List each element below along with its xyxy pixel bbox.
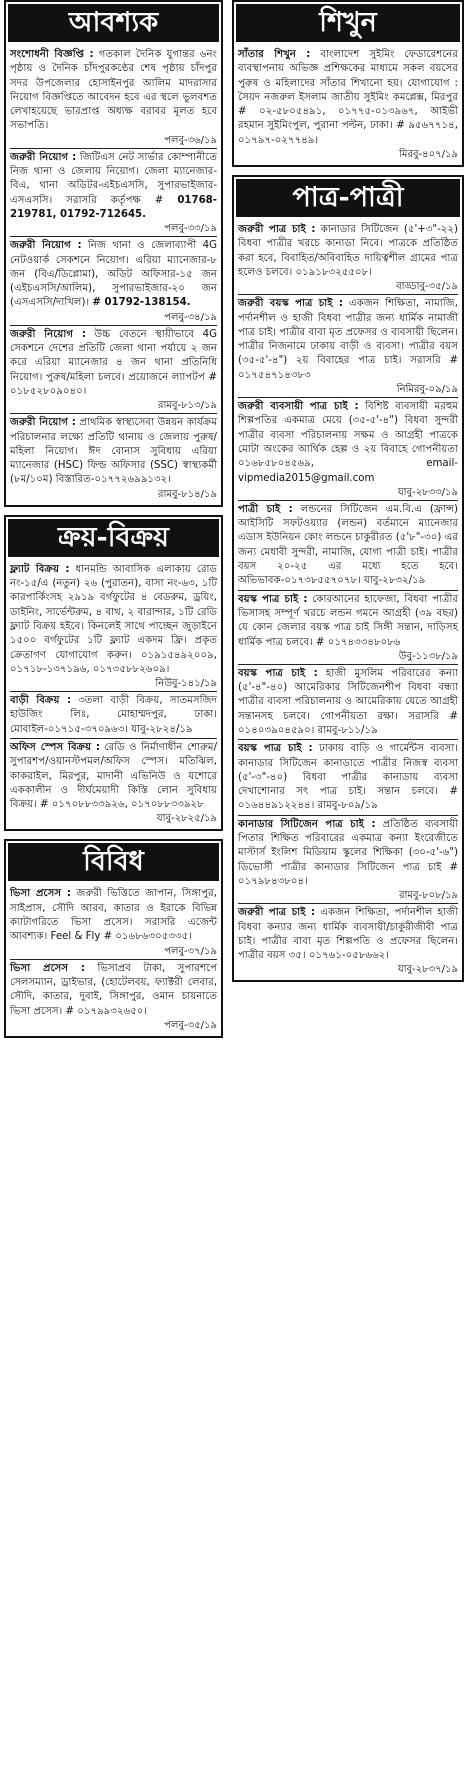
classified-ad bbox=[238, 295, 458, 398]
ad-heading: ভিসা প্রসেস : bbox=[10, 888, 71, 900]
ad-code: যাবু-২৮৩৩/১৯ bbox=[397, 486, 458, 498]
ad-body: গতকাল দৈনিক যুগান্তর ৬নং পৃষ্ঠায় ও দৈনিক চাঁদপুরকণ্ঠের শেষ পৃষ্ঠায় চাঁদপুর সদর উপজেলার হোসাইনপুর আলিম মাদরাসার নিয়োগ বিজ্ঞপ্তিতে আবেদন হবে এর স্থলে ভুলবশত লেখাহয়েছে ভারপ্রাপ্ত অধ্যক্ষ বরাবর মূলত হবে সভাপতি। bbox=[10, 49, 217, 132]
section-kroy-bikroy bbox=[4, 515, 223, 832]
classified-ad bbox=[238, 501, 458, 591]
ad-code: যাবু-২৮৩৭/১৯ bbox=[397, 964, 458, 976]
ad-body: ভিসাপ্রব টাকা, সুপারশপে সেলসম্যান, ড্রাইভার, (হোটেলবয়, ফ্যাক্টরী লেবার, সৌদি, কাতার, দুবাই, সিঙ্গাপুর, ওমান চায়নাতে ভিসা প্রসেস। # ০১৭৯৯৩২৬৫০। bbox=[10, 962, 217, 1017]
ad-heading: জরুরী পাত্র চাই : bbox=[238, 907, 316, 919]
ad-heading: বয়স্ক পাত্র চাই : bbox=[238, 593, 308, 605]
ad-body: নিজ থানা ও জেলাব্যাপী 4G নেটওয়ার্ক সেকশনে নিয়োগ। এরিয়া ম্যানেজার-৮ জন (বিএ/ডিপ্লোমা), অডিট অফিসার-১৫ জন (এইচএসসি/আলিম), সুপারভাইজার-২০ জন (এসএসসি/দাখিল)। bbox=[10, 240, 217, 309]
ad-body: কোরআনের হাফেজা, বিধবা পাত্রীর ভিসাসহ সম্পূর্ণ খরচে লন্ডন গমনে আগ্রহী (৩৯ বছর) যে কোন জেলার বয়স্ক পাত্র চাই সিঙ্গী সন্তান, দাড়িসহ ধার্মিক পাত্র চলবে। # ০১৭৪৩৩৪৮০৮৬ bbox=[238, 593, 458, 648]
classified-ad bbox=[238, 665, 458, 740]
classified-ad bbox=[10, 326, 217, 414]
classified-ad bbox=[10, 414, 217, 501]
ad-body: উচ্চ বেতনে স্থায়ীভাবে 4G সেকশনে দেশের প্রতিটি জেলা থানা পর্যায়ে ২ জন করে এরিয়া ম্যানেজার ৪ জন থানা প্রতিনিধি নিয়োগ। পুরুষ/মহিলা চলবে। প্রয়োজনে ল্যাপটপ # ০১৮৫২৮০৯০৪০। bbox=[10, 328, 217, 397]
right-column bbox=[232, 0, 464, 990]
ad-heading: জরুরী নিয়োগ : bbox=[10, 151, 77, 163]
section-patro-patri bbox=[232, 175, 464, 982]
classified-ad bbox=[10, 561, 217, 692]
classified-ad bbox=[10, 149, 217, 237]
ad-heading: কানাডার সিটিজেন পাত্র চাই : bbox=[238, 818, 376, 830]
section-abosshok bbox=[4, 0, 223, 507]
ad-heading: বয়স্ক পাত্র চাই : bbox=[238, 667, 318, 679]
ad-code: রামবু-৮১৪/১৯ bbox=[158, 488, 217, 500]
ad-code: মিরবু-৪০৭/১৯ bbox=[399, 149, 458, 161]
ad-code: বাড্ডাবু-৩৫/১৯ bbox=[396, 281, 458, 293]
section-title: শিখুন bbox=[236, 4, 460, 42]
ad-code: পলবু-৩৩/১৯ bbox=[164, 223, 217, 235]
ad-heading: পাত্রী চাই : bbox=[238, 503, 293, 515]
ad-body: লন্ডনের সিটিজেন এম.বি.এ (ফ্রান্স) আইসিটি সফটওয়্যার (লন্ডন) বর্তমানে ম্যানেজার এডাস ইউনিয়ন কোং লন্ডনে চাকুরীরত (৫'৮"-৩০) এর জন্য মেধাবী সুন্দরী, নামাজি, যোগ্য পাত্রী চাই। পাত্রীর বয়স ২০-২৫ এর মধ্যে হতে হবে। অভিভাবক-০১৭৩৮৫৫৭০৭৮। যাবু-২৮৩২/১৯ bbox=[238, 503, 458, 587]
classified-ad bbox=[238, 740, 458, 815]
left-column bbox=[4, 0, 223, 1046]
ad-code: রামবু-৮০৮/১৯ bbox=[399, 890, 458, 902]
section-title: আবশ্যক bbox=[8, 4, 219, 42]
ad-heading: অফিস স্পেস বিক্রয় : bbox=[10, 741, 100, 753]
ad-phone: 01768-219781, 01792-712645. bbox=[10, 194, 217, 220]
ad-body: বিশিষ্ট ব্যবসায়ী মরহুম শিল্পপতির একমাত্র মেয়ে (৩৫-৫'-৪") বিধবা সুন্দরী পাত্রীর ব্যবসা পরিচালনায় সক্ষম ও আগ্রহী পাত্রকে মোটা অংকের আর্থিক হেল্প ও ২য় বিবাহে গোপনীয়তা ০১৬৮৫৮০৪৫৬৯, email- vipmedia2015@gmail.com bbox=[238, 401, 458, 484]
ad-heading: জরুরী নিয়োগ : bbox=[10, 240, 82, 252]
ad-phone: # 01792-138154. bbox=[92, 297, 191, 309]
ad-code: রামবু-৮১৩/১৯ bbox=[158, 400, 217, 412]
section-title: ক্রয়-বিক্রয় bbox=[8, 519, 219, 557]
classified-ad bbox=[10, 960, 217, 1033]
ad-body: বাংলাদেশ সুইমিং ফেডারেশনের ব্যবস্থাপনায় অভিজ্ঞ প্রশিক্ষকের মাধ্যমে সকল বয়সের পুরুষ ও মহিলাদের সাঁতার শিখানো হয়। যোগাযোগ : সৈয়দ নজরুল ইসলাম জাতীয় সুইমিং কমপ্লেক্স, মিরপুর # ০২-৫৮০৫৪৯১, ০১৭৭৫-০১৩৯৬৭, আইভী রহমান সুইমিংপুল, পুরানা পল্টন, ঢাকা। # ৯৫৬৭৭১৪, ০১৭৯৭-০২৭৭৪৯। bbox=[238, 49, 458, 146]
classified-ad bbox=[238, 221, 458, 295]
ad-body: ঢাকায় বাড়ি ও গার্মেন্টস ব্যবসা। কানাডার সিটিজেন কানাডাতে পাত্রীর নিজস্ব ব্যবসা (৫'-৩"-৪০) বিধবা পাত্রীর কানাডায় ব্যবসা দেখাশোনার সৎ পাত্র চাই। সন্তান চলবে। # ০১৬৪৪৯১২২৪৪। রামবু-৮০৯/১৯ bbox=[238, 743, 458, 812]
ad-heading: জরুরী পাত্র চাই : bbox=[238, 224, 316, 236]
ad-heading: বয়স্ক পাত্র চাই : bbox=[238, 743, 313, 755]
ad-code: পলবু-৩৬/১৯ bbox=[164, 134, 217, 146]
section-shikhun bbox=[232, 0, 464, 167]
classified-ad bbox=[10, 692, 217, 739]
ad-heading: সাঁতার শিখুন : bbox=[238, 49, 311, 60]
section-title: পাত্র-পাত্রী bbox=[236, 179, 460, 217]
ad-body: প্রাথমিক স্বাস্থ্যসেবা উন্নয়ন কার্যক্রম পরিচালনার লক্ষ্যে প্রতিটি থানায় ও জেলায় পুরুষ/মহিলা নিয়োগ। ঈদ বোনাস সুবিধায় এরিয়া ম্যানেজার (HSC) ফিল্ড অফিসার (SSC) স্বাস্থ্যকর্মী (৮ম/১০ম) বিস্তারিত-০১৭৭২৬৯৯১৩২। bbox=[10, 417, 218, 486]
ad-heading: সংশোধনী বিজ্ঞপ্তি : bbox=[10, 49, 94, 60]
ad-body: জরুরী ভিত্তিতে জাপান, সিঙ্গাপুর, সাইপ্রাস, সৌদি আরব, কাতার ও ইরাকে বিভিন্ন ক্যাটাগরিতে ভিসা প্রসেস। সরাসরি এজেন্ট আবশ্যক। Feel & Fly # ০১৬৮৬৩০৫৩৩৫। bbox=[10, 888, 217, 943]
classified-ad bbox=[10, 739, 217, 826]
ad-body: প্রতিষ্ঠিত ব্যবসায়ী পিতার শিক্ষিত পরিবারের একমাত্র কন্যা ইংরেজীতে মাস্টার্স ইংলিশ মিডিয়াম স্কুলের শিক্ষিকা (৩০-৫'-৬") ডিভোর্সী পাত্রীর কানাডার সিটিজেন পাত্র চাই # ০১৭৯৮৪৩৮০৪। bbox=[238, 818, 458, 887]
ad-code: পলবু-৩৪/১৯ bbox=[164, 311, 217, 323]
classified-ad bbox=[238, 398, 458, 501]
ad-code: উবু-১১৩৮/১৯ bbox=[398, 650, 458, 662]
ad-heading: জরুরী নিয়োগ : bbox=[10, 417, 76, 429]
ad-body: ৩তলা বাড়ী বিক্রয়, সাতমসজিদ হাউজিং লিঃ, মোহাম্মদপুর, ঢাকা। মোবাইল-০১৭১৫-৩৭০৯৬৩। যাবু-২৮২৪/১৯ bbox=[10, 695, 217, 735]
ad-heading: জরুরী বয়স্ক পাত্র চাই : bbox=[238, 298, 343, 310]
classified-ad bbox=[238, 904, 458, 977]
classified-ad bbox=[10, 237, 217, 325]
ad-heading: জরুরী ব্যবসায়ী পাত্র চাই : bbox=[238, 401, 359, 413]
ad-code: যাবু-২৮২৫/১৯ bbox=[156, 813, 217, 825]
ad-heading: জরুরী নিয়োগ : bbox=[10, 328, 86, 340]
ad-code: নিউবু-১৪১/১৯ bbox=[155, 678, 217, 690]
ad-body: হাজী মুসলিম পরিবারের কন্যা (৫'-৪"-৪০) আমেরিকার সিটিজেনশীপ বিধবা বন্ধ্যা পাত্রীর ব্যবসা পরিচালনায় ও আমেরিকায় যেতে আগ্রহী সন্তানসহ চলবে। গোপনীয়তা রক্ষা। সরাসরি # ০১৪০৩৯০৪৫৯০। রামবু-৮১১/১৯ bbox=[238, 667, 458, 736]
classified-ad bbox=[238, 816, 458, 904]
ad-body: ধানমন্ডি আবাসিক এলাকায় রোড নং-১৫/এ (নতুন) ২৬ (পুরাতন), বাসা নং-৬৩, ১টি কারপার্কিংসহ ২৯১৯ বর্গফুটের ৪ বেডরুম, ড্রয়িং, ডাইনিং, সার্ভেন্টরুম, ৪ বাথ, ২ বারান্দার, ১টি রেডি ফ্ল্যাট বিক্রয় হইবে। কিনলেই সাথে পাচ্ছেন জুড়াইনে ১৫০০ বর্গফুটের ১টি ফ্ল্যাট একদম ফ্রি। প্রকৃত ক্রেতাগণ যোগাযোগ করুন। ০১৯১৫৪৯২০০৯, ০১৭১৮-১৩৭১৯৬, ০১৭৩৫৮৮২৬০৯। bbox=[10, 563, 218, 675]
ad-body: একজন শিক্ষিতা, নামাজি, পর্দানশীল ও হাজী বিধবা পাত্রীর জন্য ধার্মিক নামাজী পাত্র চাই। পাত্রীর বাবা মৃত প্রফেসর ও ব্যবসায়ী ছিলেন। পাত্রীর নিজনামে ঢাকায় বাড়ী ও ব্যবসা। পাত্রীর বয়স (৩৫-৫'-৪") ২য় বিবাহের পাত্র চাই। সরাসরি # ০১৭৫৪৭১৪৩৮৩ bbox=[238, 298, 458, 381]
classified-ad bbox=[10, 46, 217, 149]
ad-body: একজন শিক্ষিতা, পর্দানশীল হাজী বিধবা কন্যার জন্য ধার্মিক ব্যবসায়ী/চাকুরীজীবী পাত্র চাই। পাত্রীর বাবা মৃত শিল্পপতি ও প্রফেসর ছিলেন। পাত্রীর বয়স ৩৫। ০১৭৬১-০৫৮৬৬২। bbox=[238, 907, 458, 962]
ad-code: নিমিরবু-০৯/১৯ bbox=[396, 384, 458, 396]
ad-body: জিটিএস নেট সার্ভার কোম্পানীতে নিজ থানা ও জেলায় নিয়োগ। জেলা ম্যানেজার-বিএ, থানা অডিটর-এইচএসসি, সুপারভাইজার-এসএসসি। সরাসরি কর্তৃপক্ষ # bbox=[10, 151, 217, 206]
section-bibidh bbox=[4, 839, 223, 1037]
ad-code: পলবু-৩৫/১৯ bbox=[164, 1019, 217, 1031]
classified-ad bbox=[238, 591, 458, 665]
ad-heading: বাড়ী বিক্রয় : bbox=[10, 695, 72, 707]
ad-heading: ভিসা প্রসেস : bbox=[10, 962, 86, 974]
ad-body: রেডি ও নির্মাণাধীন শোরুম/সুপারশপ/ওয়ানস্টপমল/অফিস স্পেস। মতিঝিল, কাকরাইল, মিরপুর, মাদানী এভিনিউ ও যশোরে এককালীন ও দীর্ঘমেয়াদী কিস্তি লোন সুবিধায় বিক্রয়। # ০১৭০৮৮৩৩৯২৬, ০১৭০৮৮৩৩৯২৮ bbox=[10, 741, 218, 811]
classified-ad bbox=[10, 885, 217, 959]
section-title: বিবিধ bbox=[8, 843, 219, 881]
ad-body: কানাডার সিটিজেন (৫'+৩"-২২) বিধবা পাত্রীর খরচে কানাডা নিবে। পাত্রকে প্রতিষ্ঠিত করা হবে, বিবাহিত/অবিবাহিত দায়িত্বশীল গ্রামের পাত্র হলেও চলবে। ০১৯১৮৩২৫৫০৮। bbox=[238, 224, 458, 278]
ad-heading: ফ্ল্যাট বিক্রয় : bbox=[10, 563, 70, 575]
ad-code: পলবু-৩৭/১৯ bbox=[164, 945, 217, 957]
classified-ad bbox=[238, 46, 458, 162]
